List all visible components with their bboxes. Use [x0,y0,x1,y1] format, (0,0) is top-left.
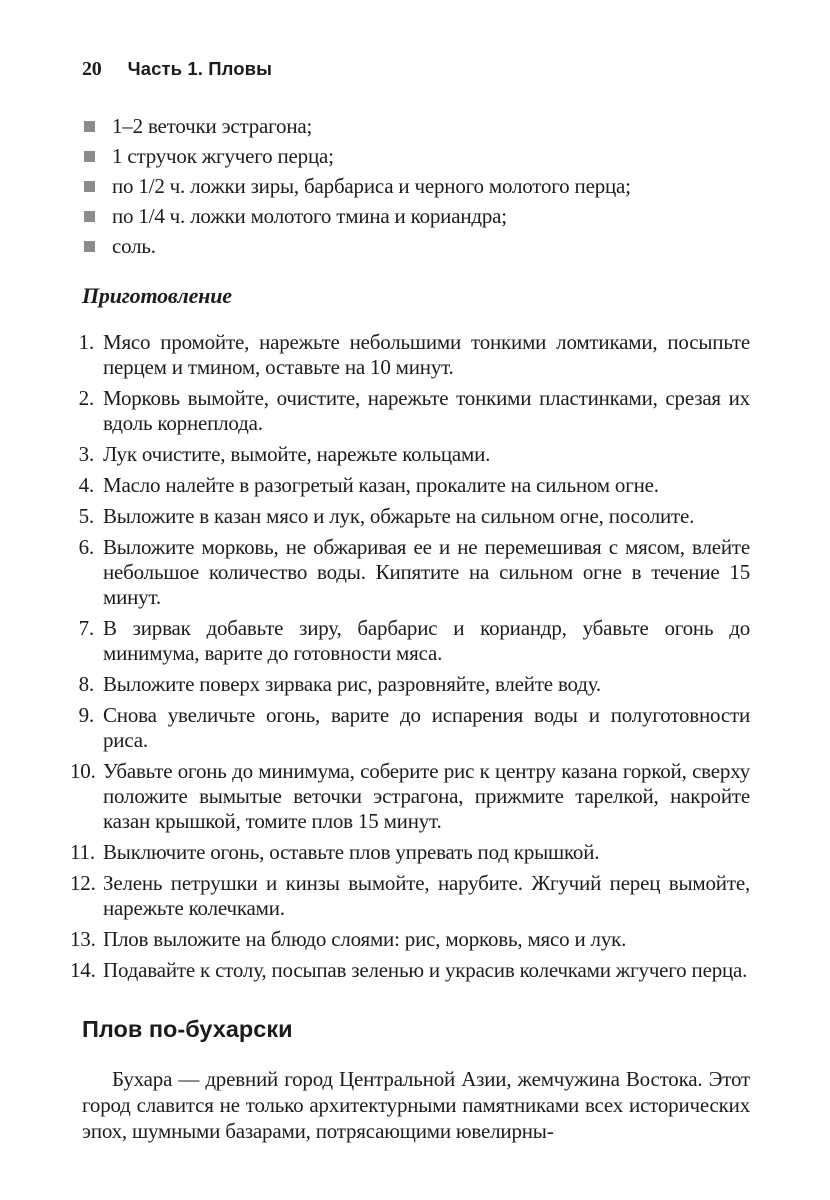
step-number: 2. [78,386,94,410]
step-item [70,473,750,498]
list-item [82,174,750,199]
running-title: Часть 1. Пловы [127,58,273,79]
step-text: Масло налейте в разогретый казан, прокалите на сильном огне. [103,473,659,497]
step-text: Подавайте к столу, посыпав зеленью и украсив колечками жгучего перца. [103,958,748,982]
step-text: Выложите морковь, не обжаривая ее и не перемешивая с мясом, влейте небольшое количество воды. Кипятите на сильном огне в течение 15 минут. [103,535,750,609]
ingredient-text: 1 стручок жгучего перца; [112,144,334,168]
step-number: 9. [78,703,94,727]
section-paragraph: Бухара — древний город Центральной Азии, жемчужина Востока. Этот город славится не только архитектурными памятниками всех исторических эпох, шумными базарами, потрясающими ювелирны- [82,1067,750,1143]
step-text: Зелень петрушки и кинзы вымойте, нарубите. Жгучий перец вымойте, нарежьте колечками. [103,871,750,920]
list-item [82,234,750,259]
step-text: Выложите поверх зирвака рис, разровняйте, влейте воду. [103,672,601,696]
step-item [70,535,750,610]
step-item [70,759,750,834]
step-number: 6. [78,535,94,559]
square-bullet-icon [84,181,95,192]
ingredient-text: 1–2 веточки эстрагона; [112,114,313,138]
step-item [70,672,750,697]
step-item [70,840,750,865]
preparation-steps [70,330,750,983]
step-number: 3. [78,442,94,466]
ingredient-text: по 1/2 ч. ложки зиры, барбариса и черного молотого перца; [112,174,631,198]
step-text: Выключите огонь, оставьте плов упревать под крышкой. [103,840,600,864]
step-text: Убавьте огонь до минимума, соберите рис к центру казана горкой, сверху положите вымытые веточки эстрагона, прижмите тарелкой, накройте казан крышкой, томите плов 15 минут. [103,759,750,833]
step-number: 11. [70,840,95,864]
step-item [70,958,750,983]
preparation-heading: Приготовление [82,283,232,308]
step-item [70,330,750,380]
square-bullet-icon [84,211,95,222]
step-text: Плов выложите на блюдо слоями: рис, морковь, мясо и лук. [103,927,627,951]
step-number: 1. [78,330,94,354]
list-item [82,204,750,229]
step-item [70,504,750,529]
ingredient-text: соль. [112,234,156,258]
page-number: 20 [82,58,102,80]
list-item [82,144,750,169]
ingredient-list [82,114,750,259]
step-item [70,927,750,952]
step-text: В зирвак добавьте зиру, барбарис и кориандр, убавьте огонь до минимума, варите до готовности мяса. [103,616,750,665]
ingredient-text: по 1/4 ч. ложки молотого тмина и кориандра; [112,204,507,228]
step-item [70,703,750,753]
step-text: Выложите в казан мясо и лук, обжарьте на сильном огне, посолите. [103,504,695,528]
step-number: 13. [70,927,96,951]
square-bullet-icon [84,241,95,252]
section-heading: Плов по-бухарски [82,1016,293,1042]
step-item [70,442,750,467]
list-item [82,114,750,139]
step-number: 4. [78,473,94,497]
step-text: Лук очистите, вымойте, нарежьте кольцами. [103,442,491,466]
running-header [82,56,750,82]
step-item [70,386,750,436]
step-number: 5. [78,504,94,528]
step-number: 14. [70,958,96,982]
step-number: 10. [70,759,96,783]
step-number: 12. [70,871,96,895]
step-text: Морковь вымойте, очистите, нарежьте тонкими пластинками, срезая их вдоль корнеплода. [103,386,750,435]
step-number: 7. [78,616,94,640]
square-bullet-icon [84,121,95,132]
step-number: 8. [78,672,94,696]
step-text: Мясо промойте, нарежьте небольшими тонкими ломтиками, посыпьте перцем и тмином, оставьте на 10 минут. [103,330,750,379]
step-text: Снова увеличьте огонь, варите до испарения воды и полуготовности риса. [103,703,750,752]
square-bullet-icon [84,151,95,162]
step-item [70,871,750,921]
step-item [70,616,750,666]
